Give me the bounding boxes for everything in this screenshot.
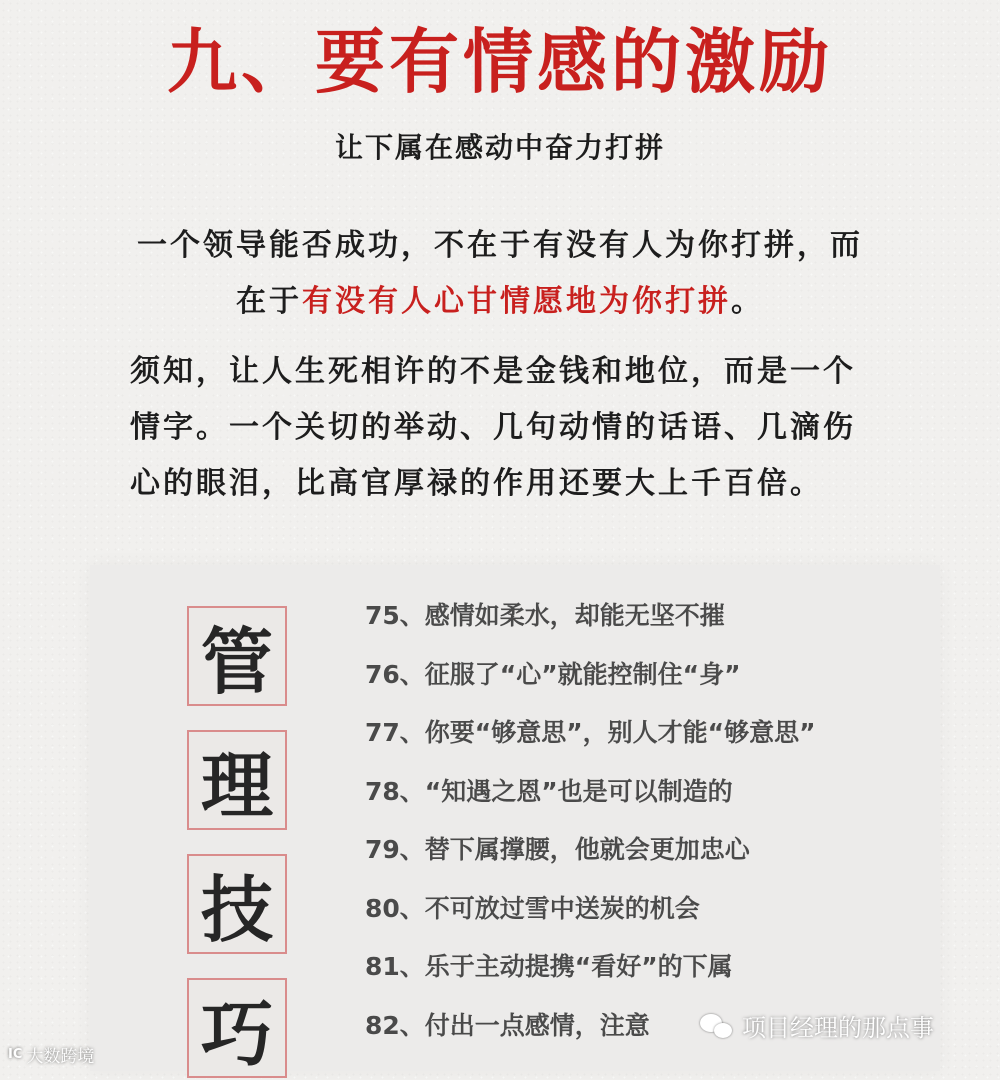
tip-item: 80、不可放过雪中送炭的机会 <box>365 893 700 923</box>
watermark-logo: IC <box>8 1047 23 1062</box>
page-subtitle: 让下属在感动中奋力打拼 <box>334 131 665 164</box>
wechat-icon <box>700 1012 734 1040</box>
tip-item: 78、“知遇之恩”也是可以制造的 <box>365 776 733 806</box>
tip-item: 82、付出一点感情，注意 <box>365 1010 650 1040</box>
intro-end: 。 <box>731 284 764 319</box>
tips-list <box>365 590 816 1058</box>
side-char-box: 技 <box>187 854 287 954</box>
side-char-box: 管 <box>187 606 287 706</box>
intro-paragraph <box>130 218 870 330</box>
page-title: 九、要有情感的激励 <box>167 21 833 103</box>
watermark-right <box>700 1008 934 1043</box>
side-char-box: 巧 <box>187 978 287 1078</box>
tip-item: 76、征服了“心”就能控制住“身” <box>365 659 741 689</box>
tip-item: 79、替下属撑腰，他就会更加忠心 <box>365 835 750 864</box>
tip-item: 77、你要“够意思”，别人才能“够意思” <box>365 718 816 747</box>
watermark-left <box>8 1042 94 1067</box>
intro-highlight: 有没有人心甘情愿地为你打拼 <box>302 284 731 319</box>
watermark-left-text: 大数跨境 <box>26 1047 95 1067</box>
intro-text: 一个领导能否成功，不在于有没有人为你打拼，而在于 <box>137 228 863 319</box>
body-paragraph: 须知，让人生死相许的不是金钱和地位，而是一个情字。一个关切的举动、几句动情的话语、几滴伤心的眼泪，比高官厚禄的作用还要大上千百倍。 <box>130 354 856 501</box>
side-char-box: 理 <box>187 730 287 830</box>
tip-item: 75、感情如柔水，却能无坚不摧 <box>365 601 725 630</box>
tip-item: 81、乐于主动提携“看好”的下属 <box>365 952 733 981</box>
watermark-right-text: 项目经理的那点事 <box>742 1014 934 1042</box>
